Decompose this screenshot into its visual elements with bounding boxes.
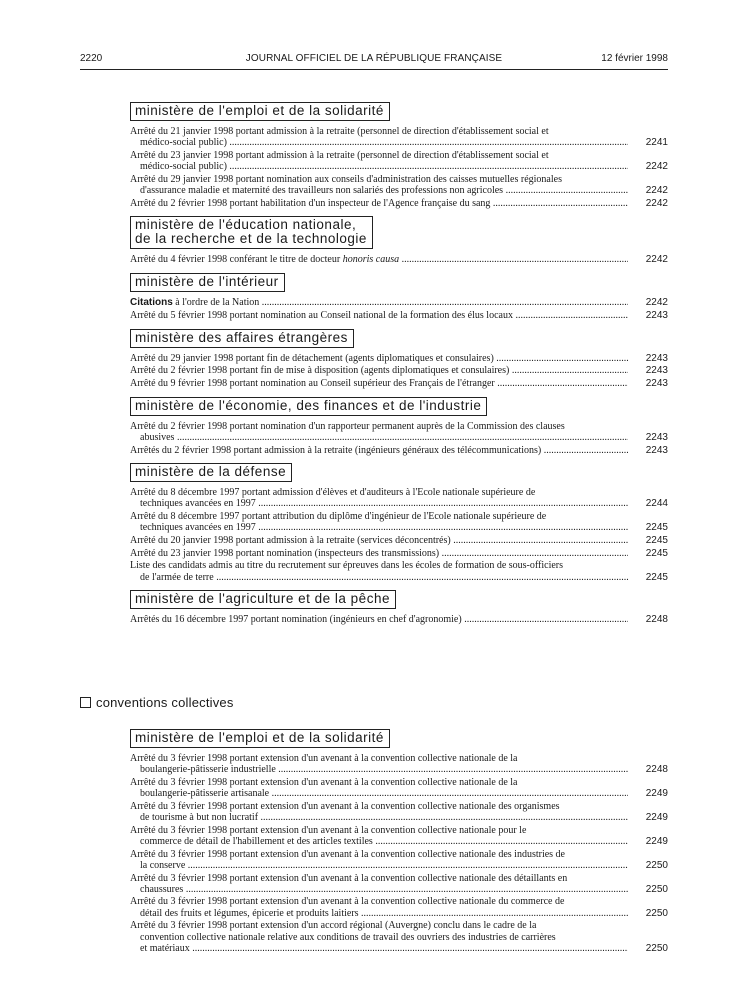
- toc-entry[interactable]: [130, 873, 668, 895]
- checkbox-square-icon: [80, 697, 91, 708]
- toc-entry[interactable]: [130, 310, 668, 321]
- entry-italic-text: honoris causa: [342, 254, 400, 266]
- entry-continuation: boulangerie-pâtisserie artisanale .....: [130, 788, 628, 799]
- entry-page-number: 2244: [645, 498, 668, 510]
- entry-line: [130, 825, 628, 836]
- entry-page-number: 2245: [645, 547, 668, 559]
- entry-text-segment: Arrêté du 2 février 1998 portant habilitation d'un inspecteur de l'Agence française du sang: [130, 197, 491, 209]
- ministry-heading: [130, 102, 390, 121]
- ministry-heading-line: ministère de l'éducation nationale,: [135, 217, 357, 233]
- entry-line: [130, 297, 628, 308]
- entry-text-segment: Arrêté du 23 janvier 1998 portant nomination (inspecteurs des transmissions): [130, 547, 440, 559]
- entry-line: [130, 310, 628, 321]
- entry-page-number: 2250: [645, 859, 668, 871]
- entry-line: [130, 560, 628, 571]
- toc-entry[interactable]: [130, 126, 668, 148]
- ministry-heading-line: ministère des affaires étrangères: [135, 329, 348, 345]
- entry-text-segment: Liste des candidats admis au titre du recrutement sur épreuves dans les écoles de formation de sous-officiers: [130, 560, 564, 572]
- toc-entry[interactable]: [130, 920, 668, 954]
- entry-continuation: abusives .....: [130, 432, 628, 443]
- entry-line: [130, 753, 628, 764]
- entry-line: [130, 445, 628, 456]
- ministry-heading-line: de la recherche et de la technologie: [135, 231, 367, 247]
- entry-text: [130, 198, 668, 209]
- entry-line: [130, 777, 628, 788]
- toc-entry[interactable]: [130, 421, 668, 443]
- entry-continuation: boulangerie-pâtisserie industrielle .....: [130, 764, 628, 775]
- entry-line: [130, 150, 628, 161]
- entry-page-number: 2243: [645, 365, 668, 377]
- entry-text: [130, 825, 668, 847]
- ministry-heading: [130, 463, 292, 482]
- entry-text: [130, 873, 668, 895]
- toc-entry[interactable]: [130, 353, 668, 364]
- entry-continuation: convention collective nationale relative aux conditions de travail des ouvriers des industries de carrières: [140, 931, 556, 943]
- toc-entry[interactable]: [130, 560, 668, 582]
- entry-page-number: 2245: [645, 535, 668, 547]
- toc-entry[interactable]: [130, 445, 668, 456]
- toc-entry[interactable]: [130, 849, 668, 871]
- entry-text: [130, 126, 668, 148]
- toc-entry[interactable]: [130, 150, 668, 172]
- toc-entry[interactable]: [130, 378, 668, 389]
- entry-continuation: techniques avancées en 1997 .....: [130, 522, 628, 533]
- entry-continuation: d'assurance maladie et maternité des travailleurs non salariés des professions non agricoles .....: [130, 185, 628, 196]
- ministry-heading: [130, 216, 373, 249]
- ministry-heading-line: ministère de l'intérieur: [135, 274, 279, 290]
- page-header: [80, 53, 668, 70]
- entry-text-segment: Arrêté du 2 février 1998 portant fin de mise à disposition (agents diplomatiques et consulaires): [130, 365, 510, 377]
- ministry-heading-line: ministère de l'emploi et de la solidarité: [135, 730, 384, 745]
- entry-text-segment: Arrêté du 3 février 1998 portant extension d'un avenant à la convention collective nationale de la: [130, 776, 518, 788]
- entry-text-segment: Arrêtés du 16 décembre 1997 portant nomination (ingénieurs en chef d'agronomie): [130, 614, 462, 626]
- entry-text-segment: Arrêté du 8 décembre 1997 portant attribution du diplôme d'ingénieur de l'Ecole nationale supérieure de: [130, 511, 547, 523]
- entry-text-segment: Arrêté du 29 janvier 1998 portant fin de détachement (agents diplomatiques et consulaires): [130, 352, 494, 364]
- entry-text: [130, 150, 668, 172]
- toc-entry[interactable]: [130, 777, 668, 799]
- entry-line: [130, 254, 628, 265]
- toc-entry[interactable]: [130, 614, 668, 625]
- entry-line: [130, 849, 628, 860]
- entry-page-number: 2249: [645, 835, 668, 847]
- entry-text-segment: Arrêté du 5 février 1998 portant nomination au Conseil national de la formation des élus locaux: [130, 309, 513, 321]
- toc-entry[interactable]: [130, 174, 668, 196]
- entry-page-number: 2245: [645, 571, 668, 583]
- entry-text: [130, 421, 668, 443]
- entry-line: [130, 535, 628, 546]
- contents-list: [130, 96, 668, 627]
- entry-line: [130, 126, 628, 137]
- ministry-heading-line: ministère de l'agriculture et de la pêche: [135, 591, 390, 607]
- entry-text: [130, 801, 668, 823]
- page-number: 2220: [80, 53, 103, 64]
- entry-page-number: 2241: [645, 137, 668, 149]
- entry-text: [130, 254, 668, 265]
- entry-text: [130, 614, 668, 625]
- entry-text-segment: Arrêté du 9 février 1998 portant nomination au Conseil supérieur des Français de l'étranger: [130, 377, 495, 389]
- toc-entry[interactable]: [130, 825, 668, 847]
- entry-page-number: 2243: [645, 352, 668, 364]
- entry-text: [130, 310, 668, 321]
- entry-continuation: techniques avancées en 1997 .....: [130, 498, 628, 509]
- entry-text: [130, 920, 668, 954]
- entry-line: [130, 378, 628, 389]
- entry-text-segment: Arrêté du 3 février 1998 portant extension d'un avenant à la convention collective nationale des organismes: [130, 800, 560, 812]
- toc-entry[interactable]: [130, 548, 668, 559]
- entry-page-number: 2249: [645, 812, 668, 824]
- entry-text-segment: Arrêté du 3 février 1998 portant extension d'un avenant à la convention collective nationale des industries de: [130, 848, 565, 860]
- entry-line: [130, 548, 628, 559]
- entry-continuation: de tourisme à but non lucratif .....: [130, 812, 628, 823]
- entry-text-segment: Arrêté du 3 février 1998 portant extension d'un avenant à la convention collective nationale de la: [130, 753, 518, 764]
- entry-text-segment: Arrêté du 3 février 1998 portant extension d'un avenant à la convention collective nationale pour le: [130, 824, 527, 836]
- entry-text: [130, 378, 668, 389]
- entry-text: [130, 849, 668, 871]
- entry-text-segment: Arrêté du 21 janvier 1998 portant admission à la retraite (personnel de direction d'établissement social et: [130, 126, 549, 137]
- entry-page-number: 2248: [645, 614, 668, 626]
- entry-line: [130, 421, 628, 432]
- entry-text: [130, 548, 668, 559]
- ministry-heading: [130, 590, 396, 609]
- toc-entry[interactable]: [130, 297, 668, 308]
- entry-text-segment: Arrêté du 29 janvier 1998 portant nomination aux conseils d'administration des caisses mutuelles régionales: [130, 173, 562, 185]
- entry-page-number: 2242: [645, 254, 668, 266]
- entry-line: [130, 920, 628, 931]
- section-heading: [80, 695, 234, 710]
- entry-text-segment: Arrêté du 2 février 1998 portant nomination d'un rapporteur permanent auprès de la Commission des clauses: [130, 420, 565, 432]
- ministry-heading-line: ministère de l'emploi et de la solidarité: [135, 103, 384, 118]
- ministry-heading-line: ministère de la défense: [135, 464, 287, 480]
- entry-page-number: 2243: [645, 431, 668, 443]
- toc-entry[interactable]: [130, 801, 668, 823]
- entry-text: [130, 365, 668, 376]
- entry-text: [130, 753, 668, 775]
- toc-entry[interactable]: [130, 511, 668, 533]
- entry-text-segment: à l'ordre de la Nation: [172, 297, 260, 309]
- entry-text-segment: Arrêté du 3 février 1998 portant extension d'un avenant à la convention collective nationale des détaillants en: [130, 872, 568, 884]
- entry-line: [130, 873, 628, 884]
- entry-text-segment: Arrêté du 4 février 1998 conférant le titre de docteur: [130, 254, 343, 266]
- ministry-heading: [130, 729, 390, 748]
- toc-entry[interactable]: [130, 365, 668, 376]
- entry-text-segment: Arrêté du 3 février 1998 portant extension d'un accord régional (Auvergne) conclu dans le cadre de la: [130, 920, 537, 932]
- toc-entry[interactable]: [130, 535, 668, 546]
- entry-text: [130, 511, 668, 533]
- ministry-heading-line: ministère de l'économie, des finances et de l'industrie: [135, 397, 482, 413]
- entry-text-segment: Arrêté du 20 janvier 1998 portant admission à la retraite (services déconcentrés): [130, 535, 451, 547]
- entry-text: [130, 353, 668, 364]
- entry-page-number: 2243: [645, 377, 668, 389]
- entry-text: [130, 445, 668, 456]
- entry-text: [130, 896, 668, 918]
- entry-bold-text: Citations: [130, 297, 173, 309]
- entry-text-segment: Arrêté du 23 janvier 1998 portant admission à la retraite (personnel de direction d'établissement social et: [130, 149, 549, 161]
- entry-page-number: 2248: [645, 764, 668, 776]
- entry-page-number: 2243: [645, 444, 668, 456]
- conventions-list: [130, 723, 668, 955]
- entry-page-number: 2249: [645, 788, 668, 800]
- entry-line: [130, 614, 628, 625]
- entry-text-segment: Arrêté du 3 février 1998 portant extension d'un avenant à la convention collective nationale du commerce de: [130, 896, 565, 908]
- entry-text-segment: Arrêtés du 2 février 1998 portant admission à la retraite (ingénieurs généraux des télécommunications): [130, 444, 542, 456]
- entry-text: [130, 487, 668, 509]
- entry-continuation: de l'armée de terre .....: [130, 572, 628, 583]
- entry-line: [130, 365, 628, 376]
- entry-text-segment: Arrêté du 8 décembre 1997 portant admission d'élèves et d'auditeurs à l'Ecole nationale supérieure de: [130, 487, 536, 499]
- issue-date: 12 février 1998: [601, 53, 668, 64]
- entry-continuation: détail des fruits et légumes, épicerie et produits laitiers .....: [130, 908, 628, 919]
- ministry-heading: [130, 397, 487, 416]
- entry-page-number: 2242: [645, 185, 668, 197]
- toc-entry[interactable]: [130, 198, 668, 209]
- entry-page-number: 2243: [645, 309, 668, 321]
- ministry-heading: [130, 273, 285, 292]
- journal-title: JOURNAL OFFICIEL DE LA RÉPUBLIQUE FRANÇAISE: [245, 53, 503, 64]
- entry-continuation: médico-social public) .....: [130, 161, 628, 172]
- entry-continuation: la conserve .....: [130, 860, 628, 871]
- section-title: conventions collectives: [96, 695, 234, 710]
- toc-entry[interactable]: [130, 753, 668, 775]
- toc-entry[interactable]: [130, 896, 668, 918]
- entry-text: [130, 297, 668, 308]
- entry-page-number: 2250: [645, 883, 668, 895]
- entry-continuation: médico-social public) .....: [130, 137, 628, 148]
- entry-line: [130, 801, 628, 812]
- entry-line: [130, 896, 628, 907]
- ministry-heading: [130, 329, 354, 348]
- entry-continuation: commerce de détail de l'habillement et des articles textiles .....: [130, 836, 628, 847]
- entry-continuation: et matériaux .....: [130, 943, 628, 954]
- toc-entry[interactable]: [130, 254, 668, 265]
- entry-page-number: 2245: [645, 522, 668, 534]
- entry-page-number: 2242: [645, 297, 668, 309]
- entry-continuation: chaussures .....: [130, 884, 628, 895]
- entry-line: [130, 353, 628, 364]
- entry-page-number: 2242: [645, 161, 668, 173]
- entry-line: [130, 198, 628, 209]
- toc-entry[interactable]: [130, 487, 668, 509]
- entry-page-number: 2250: [645, 942, 668, 954]
- entry-text: [130, 560, 668, 582]
- entry-line: [130, 174, 628, 185]
- entry-page-number: 2250: [645, 907, 668, 919]
- entry-line: [130, 487, 628, 498]
- entry-text: [130, 174, 668, 196]
- entry-text: [130, 777, 668, 799]
- entry-line: [130, 511, 628, 522]
- entry-page-number: 2242: [645, 197, 668, 209]
- entry-text: [130, 535, 668, 546]
